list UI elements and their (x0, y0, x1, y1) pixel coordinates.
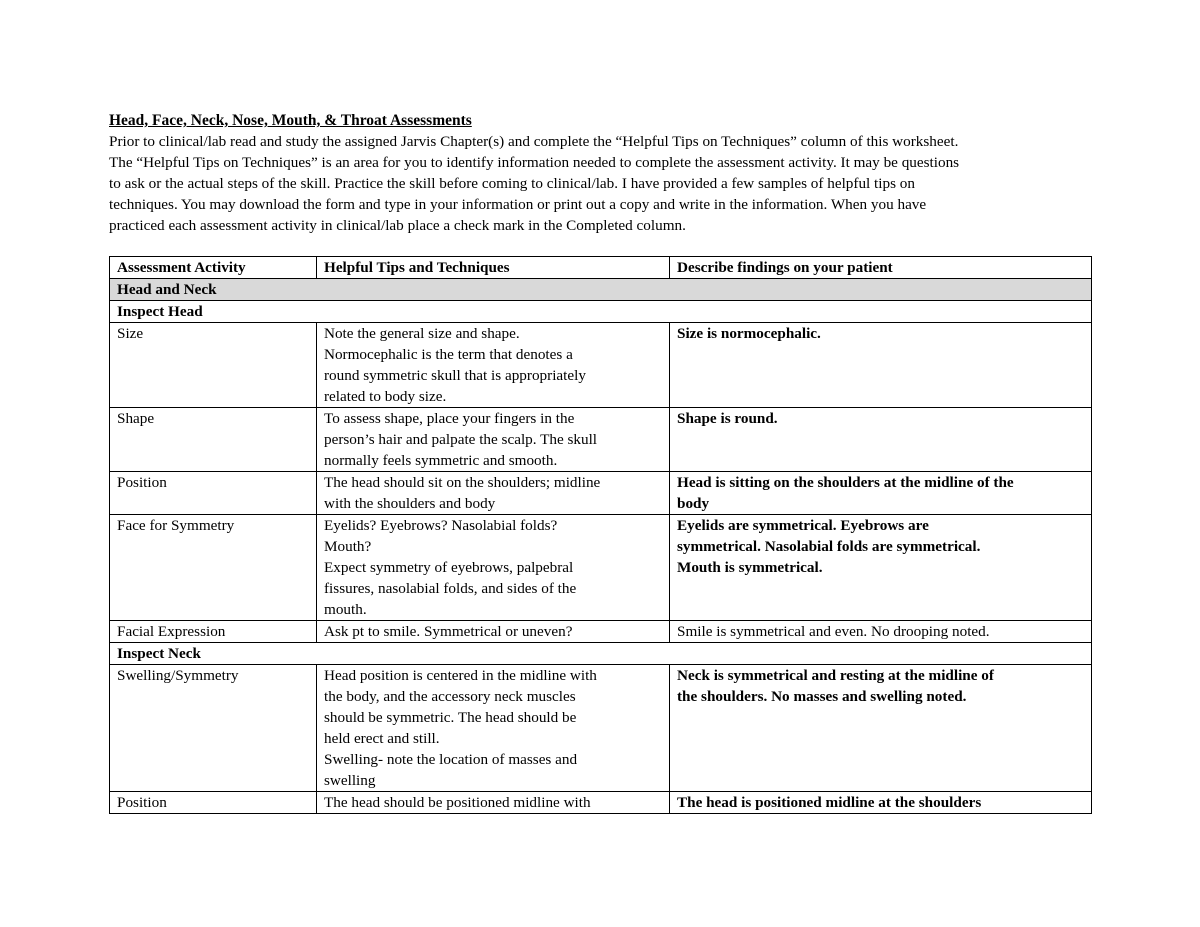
tips-line: The head should sit on the shoulders; midline (324, 474, 601, 491)
intro-line: The “Helpful Tips on Techniques” is an area for you to identify information needed to complete the assessment activity. It may be questions (109, 154, 960, 171)
tips-cell[interactable] (317, 665, 670, 792)
activity-cell: Face for Symmetry (110, 515, 317, 621)
activity-cell: Position (110, 472, 317, 515)
intro-paragraph (109, 131, 1144, 236)
tips-line: Mouth? (324, 538, 372, 555)
section-label: Head and Neck (110, 279, 1092, 301)
findings-line: Size is normocephalic. (677, 325, 821, 342)
findings-line: Mouth is symmetrical. (677, 559, 823, 576)
assessment-table (109, 256, 1092, 814)
findings-line: symmetrical. Nasolabial folds are symmetrical. (677, 538, 981, 555)
table-row (110, 408, 1092, 472)
tips-line: Head position is centered in the midline with (324, 667, 597, 684)
findings-line: Shape is round. (677, 410, 778, 427)
tips-line: mouth. (324, 601, 367, 618)
tips-line: Swelling- note the location of masses and (324, 751, 578, 768)
findings-cell[interactable] (670, 408, 1092, 472)
subsection-label: Inspect Neck (110, 643, 1092, 665)
findings-line: The head is positioned midline at the shoulders (677, 794, 982, 811)
tips-line: To assess shape, place your fingers in the (324, 410, 575, 427)
table-row (110, 323, 1092, 408)
findings-line: Smile is symmetrical and even. No drooping noted. (677, 623, 990, 640)
activity-cell: Swelling/Symmetry (110, 665, 317, 792)
table-row (110, 665, 1092, 792)
findings-cell[interactable] (670, 665, 1092, 792)
tips-line: swelling (324, 772, 376, 789)
intro-line: Prior to clinical/lab read and study the assigned Jarvis Chapter(s) and complete the “Helpful Tips on Techniques” column of this worksheet. (109, 133, 959, 150)
tips-cell[interactable] (317, 621, 670, 643)
header-findings: Describe findings on your patient (670, 257, 1092, 279)
activity-cell: Size (110, 323, 317, 408)
tips-cell[interactable] (317, 515, 670, 621)
activity-cell: Shape (110, 408, 317, 472)
tips-line: related to body size. (324, 388, 447, 405)
tips-line: Normocephalic is the term that denotes a (324, 346, 573, 363)
tips-cell[interactable] (317, 472, 670, 515)
intro-line: to ask or the actual steps of the skill. Practice the skill before coming to clinical/lab. I have provided a few samples of helpful tips on (109, 175, 915, 192)
findings-cell[interactable] (670, 472, 1092, 515)
section-row-head-and-neck (110, 279, 1092, 301)
intro-line: techniques. You may download the form and type in your information or print out a copy and write in the information. When you have (109, 196, 927, 213)
tips-line: Expect symmetry of eyebrows, palpebral (324, 559, 574, 576)
document-title: Head, Face, Neck, Nose, Mouth, & Throat Assessments (109, 112, 472, 129)
intro-line: practiced each assessment activity in clinical/lab place a check mark in the Completed column. (109, 217, 686, 234)
findings-cell[interactable] (670, 621, 1092, 643)
findings-cell[interactable] (670, 323, 1092, 408)
subsection-row-inspect-head (110, 301, 1092, 323)
tips-line: round symmetric skull that is appropriately (324, 367, 586, 384)
tips-line: fissures, nasolabial folds, and sides of the (324, 580, 577, 597)
tips-line: should be symmetric. The head should be (324, 709, 577, 726)
tips-cell[interactable] (317, 408, 670, 472)
subsection-row-inspect-neck (110, 643, 1092, 665)
tips-cell[interactable] (317, 323, 670, 408)
tips-line: with the shoulders and body (324, 495, 496, 512)
table-row (110, 621, 1092, 643)
tips-cell[interactable] (317, 792, 670, 814)
findings-line: the shoulders. No masses and swelling noted. (677, 688, 967, 705)
table-row (110, 515, 1092, 621)
tips-line: Eyelids? Eyebrows? Nasolabial folds? (324, 517, 558, 534)
findings-line: Head is sitting on the shoulders at the midline of the (677, 474, 1014, 491)
findings-line: Neck is symmetrical and resting at the midline of (677, 667, 994, 684)
activity-cell: Position (110, 792, 317, 814)
findings-line: body (677, 495, 710, 512)
tips-line: Ask pt to smile. Symmetrical or uneven? (324, 623, 573, 640)
findings-cell[interactable] (670, 792, 1092, 814)
activity-cell: Facial Expression (110, 621, 317, 643)
tips-line: person’s hair and palpate the scalp. The skull (324, 431, 598, 448)
tips-line: normally feels symmetric and smooth. (324, 452, 558, 469)
header-assessment-activity: Assessment Activity (110, 257, 317, 279)
table-row (110, 792, 1092, 814)
tips-line: held erect and still. (324, 730, 440, 747)
table-row (110, 472, 1092, 515)
tips-line: The head should be positioned midline with (324, 794, 591, 811)
findings-line: Eyelids are symmetrical. Eyebrows are (677, 517, 929, 534)
subsection-label: Inspect Head (110, 301, 1092, 323)
header-helpful-tips: Helpful Tips and Techniques (317, 257, 670, 279)
table-header-row (110, 257, 1092, 279)
tips-line: the body, and the accessory neck muscles (324, 688, 576, 705)
tips-line: Note the general size and shape. (324, 325, 520, 342)
findings-cell[interactable] (670, 515, 1092, 621)
